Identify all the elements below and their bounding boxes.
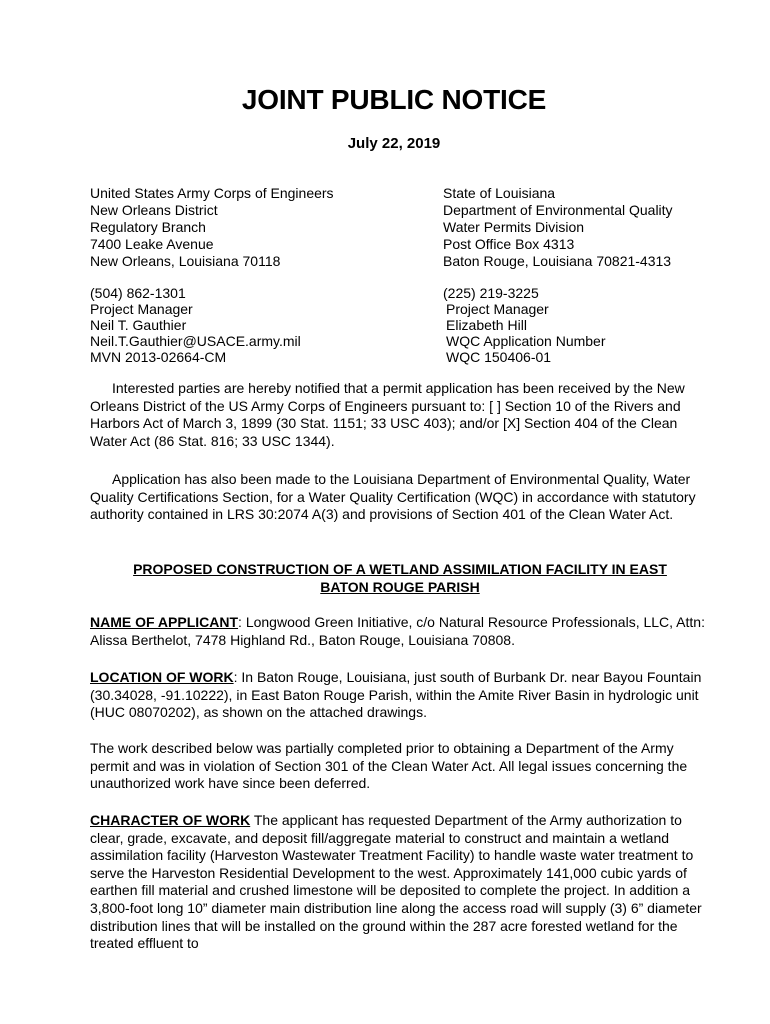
address-line: New Orleans District — [90, 202, 218, 218]
project-heading-line: PROPOSED CONSTRUCTION OF A WETLAND ASSIMILATION FACILITY IN EAST — [133, 561, 667, 577]
ldeq-address — [443, 185, 673, 270]
location-text: : In Baton Rouge, Louisiana, just south of Burbank Dr. near Bayou Fountain (30.34028, -91.10222), in East Baton Rouge Parish, within the Amite River Basin in hydrologic unit (HUC 08070202), as shown on the attached drawings. — [90, 669, 702, 721]
project-heading — [90, 561, 710, 596]
address-line: Regulatory Branch — [90, 219, 206, 235]
notice-date: July 22, 2019 — [347, 135, 441, 152]
address-line: New Orleans, Louisiana 70118 — [90, 253, 281, 269]
contact-email: Neil.T.Gauthier@USACE.army.mil — [90, 333, 301, 349]
applicant-text: : Longwood Green Initiative, c/o Natural Resource Professionals, LLC, Attn: Alissa Berthelot, 7478 Highland Rd., Baton Rouge, Louisiana 70808. — [90, 614, 705, 648]
notice-paragraph: Interested parties are hereby notified that a permit application has been received by the New Orleans District of the US Army Corps of Engineers pursuant to: [ ] Section 10 of the Rivers and Harbors Act of March 3, 1899 (30 Stat. 1151; 33 USC 403); and/or [X] Section 404 of the Clean Water Act (86 Stat. 816; 33 USC 1344). — [90, 380, 685, 449]
wqc-label: WQC Application Number — [446, 333, 606, 349]
character-text: The applicant has requested Department of the Army authorization to clear, grade, excavate, and deposit fill/aggregate material to construct and maintain a wetland assimilation facility (Harveston Wastewater Treatment Facility) to handle waste water treatment to serve the Harveston Residential Development to the west. Approximately 141,000 cubic yards of earthen fill material and crushed limestone will be deposited to complete the project. In addition a 3,800-foot long 10” diameter main distribution line along the access road will supply (3) 6” diameter distribution lines that will be installed on the ground within the 287 acre forested wetland for the treated effluent to — [90, 812, 702, 952]
contact-name: Neil T. Gauthier — [90, 317, 187, 333]
project-heading-line: BATON ROUGE PARISH — [320, 578, 480, 595]
address-line: 7400 Leake Avenue — [90, 236, 214, 252]
contact-phone: (504) 862-1301 — [90, 285, 186, 301]
character-paragraph — [90, 812, 710, 953]
character-label: CHARACTER OF WORK — [90, 812, 251, 828]
address-line: Department of Environmental Quality — [443, 202, 673, 218]
ldeq-contact — [443, 285, 606, 365]
violation-paragraph: The work described below was partially completed prior to obtaining a Department of the Army permit and was in violation of Section 301 of the Clean Water Act. All legal issues concerning the unauthorized work have since been deferred. — [90, 740, 688, 792]
corps-address — [90, 185, 334, 270]
document-title: JOINT PUBLIC NOTICE — [241, 84, 547, 115]
wqc-paragraph: Application has also been made to the Louisiana Department of Environmental Quality, Water Quality Certifications Section, for a Water Quality Certification (WQC) in accordance with statutory authority contained in LRS 30:2074 A(3) and provisions of Section 401 of the Clean Water Act. — [90, 471, 696, 523]
address-line: Baton Rouge, Louisiana 70821-4313 — [443, 253, 672, 269]
address-line: State of Louisiana — [443, 185, 556, 201]
contact-role: Project Manager — [446, 301, 549, 317]
contact-role: Project Manager — [90, 301, 193, 317]
contact-name: Elizabeth Hill — [446, 317, 527, 333]
applicant-label: NAME OF APPLICANT — [90, 614, 239, 630]
permit-number: MVN 2013-02664-CM — [90, 349, 227, 365]
corps-contact — [90, 285, 301, 365]
location-label: LOCATION OF WORK — [90, 669, 234, 685]
address-line: Water Permits Division — [443, 219, 585, 235]
location-paragraph — [90, 669, 710, 722]
address-line: Post Office Box 4313 — [443, 236, 575, 252]
applicant-paragraph — [90, 614, 710, 649]
wqc-number: WQC 150406-01 — [446, 349, 552, 365]
address-line: United States Army Corps of Engineers — [90, 185, 334, 201]
contact-phone: (225) 219-3225 — [443, 285, 539, 301]
